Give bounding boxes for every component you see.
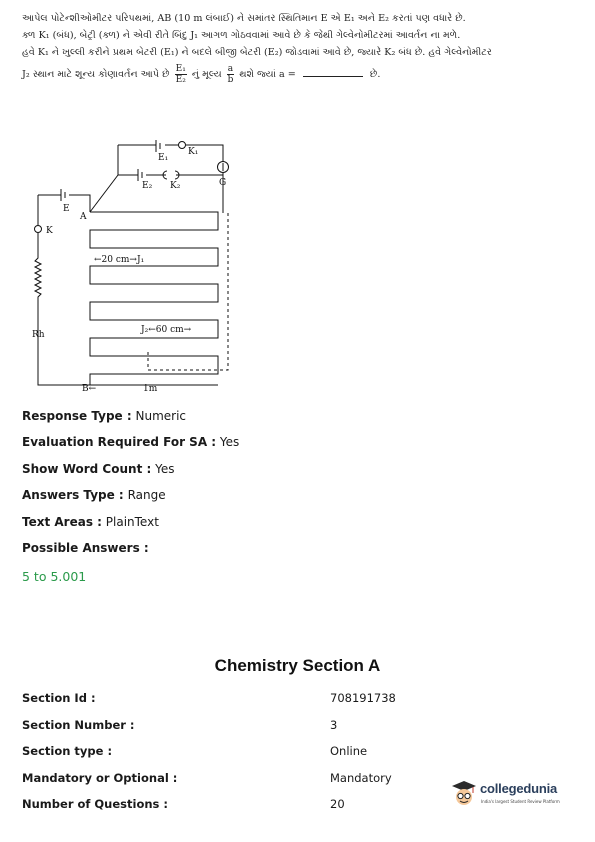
- question-line-4-c: છે.: [369, 69, 381, 80]
- possible-answer-value: 5 to 5.001: [22, 569, 87, 584]
- answer-blank: [303, 67, 363, 77]
- label-rh: Rh: [32, 330, 45, 340]
- potentiometer-wire: [90, 212, 218, 385]
- fraction-denominator: b: [227, 75, 234, 85]
- meta-word-count: Show Word Count : Yes: [22, 462, 175, 476]
- label-j2: J₂←60 cm→: [141, 325, 192, 335]
- question-line-4: [22, 64, 582, 85]
- question-line-4-a: J₂ સ્થાન માટે શૂન્ય કોણાવર્તન આપે છે: [22, 69, 170, 80]
- rheostat-wire: [35, 233, 90, 385]
- meta-response-type: Response Type : Numeric: [22, 409, 187, 423]
- label-e1: E₁: [158, 153, 169, 163]
- question-line-3: હવે K₁ ને ખુલ્લી કરીને પ્રથમ બેટરી (E₁) ને બદલે બીજી બેટરી (E₂) જોડવામાં આવે છે, જ્યારે K₂ બંધ છે. હવે ગેલ્વેનોમીટર: [22, 47, 492, 58]
- meta-evaluation: Evaluation Required For SA : Yes: [22, 435, 240, 449]
- question-mid-text: નું મૂલ્ય: [191, 69, 222, 80]
- question-line-1: આપેલ પોટેન્શીઓમીટર પરિપથમાં, AB (10 m લંબાઈ) ને સમાંતર સ્થિતિમાન E એ E₁ અને E₂ કરતાં પણ વધારે છે.: [22, 13, 466, 24]
- label-k2: K₂: [170, 181, 181, 191]
- graduate-face-icon: [451, 780, 477, 808]
- label-k: K: [46, 226, 53, 236]
- galvanometer-dashed-lead: [148, 213, 228, 370]
- meta-answers-type: Answers Type : Range: [22, 488, 166, 502]
- meta-possible-answers: Possible Answers :: [22, 541, 149, 555]
- fraction-numerator: a: [227, 64, 234, 74]
- wire-to-a: [90, 175, 118, 212]
- logo-brand-text: collegedunia: [480, 781, 558, 796]
- label-e: E: [63, 204, 70, 214]
- fraction-denominator: E₂: [175, 75, 186, 85]
- section-title: Chemistry Section A: [214, 656, 381, 675]
- label-e2: E₂: [142, 181, 153, 191]
- label-k1: K₁: [188, 147, 199, 157]
- top-loop-wire: [118, 145, 223, 175]
- label-j1: ←20 cm→J₁: [94, 255, 145, 265]
- key-k1: [179, 142, 186, 149]
- key-k: [35, 226, 42, 233]
- question-line-2: ક્ળ K₁ (બંધ), બેટ્રી (ક્ળ) ને એવી રીતે બિંદુ J₁ આગળ ગોઠવવામાં આવે છે કે જેથી ગેલ્વેનોમીટરમાં આવર્તન ના મળે.: [22, 30, 461, 41]
- potentiometer-circuit-diagram: [18, 140, 238, 400]
- label-g: G: [219, 178, 227, 188]
- meta-text-areas: Text Areas : PlainText: [22, 515, 159, 529]
- fraction-numerator: E₁: [175, 64, 186, 74]
- label-a: A: [80, 212, 87, 222]
- logo-tagline: India's largest Student Review Platform: [481, 799, 560, 804]
- label-1m: 1m: [143, 384, 158, 394]
- question-line-4-b: થશે જ્યાં a =: [239, 69, 296, 80]
- fraction-e1-e2: [175, 64, 187, 85]
- label-b: B←: [82, 384, 97, 394]
- fraction-a-b: [227, 64, 234, 85]
- question-text: [22, 10, 582, 85]
- collegedunia-logo: [451, 778, 583, 818]
